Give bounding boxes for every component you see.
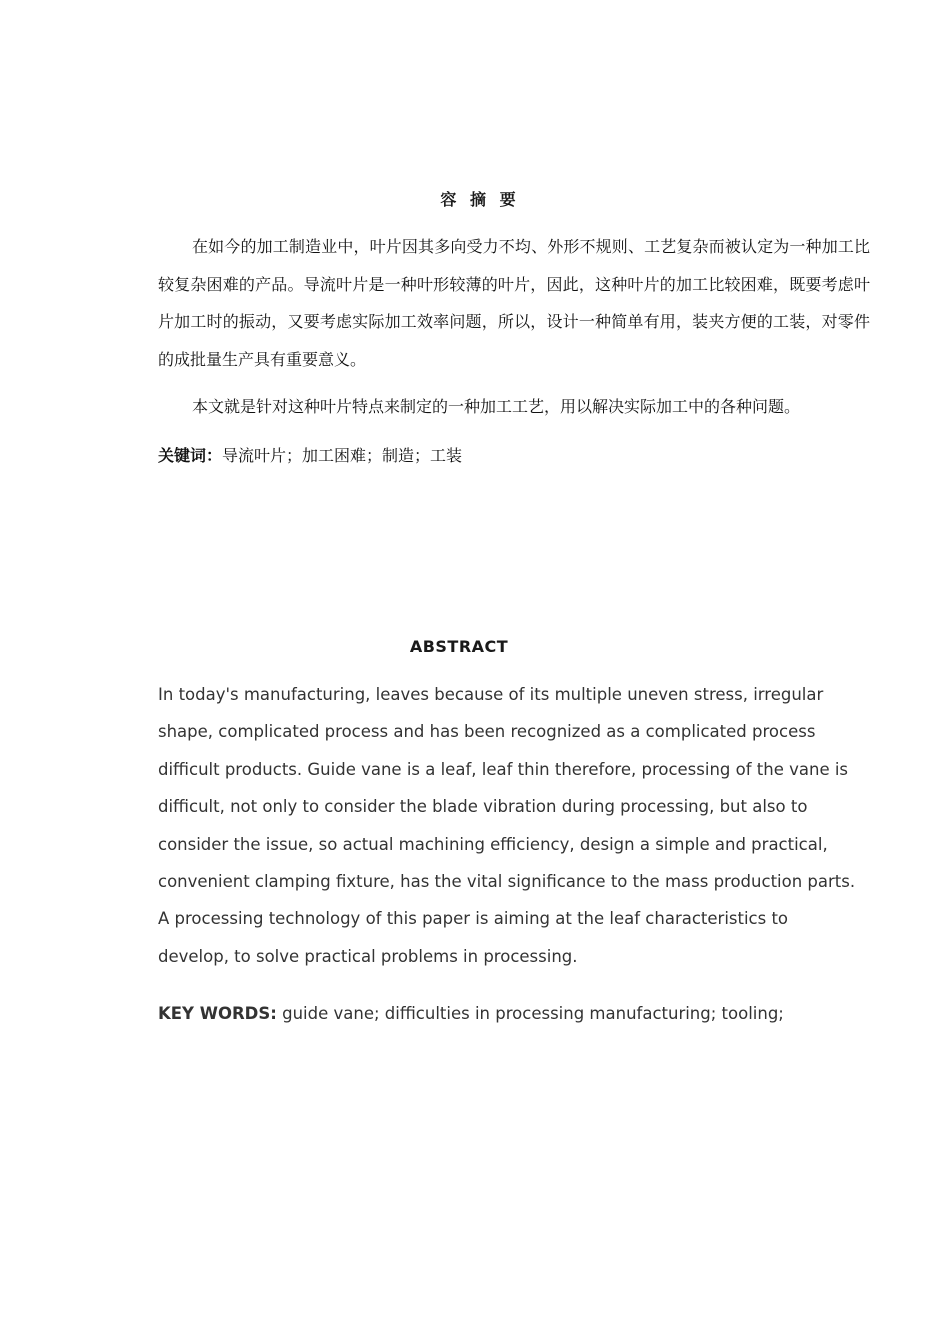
english-abstract-body: In today's manufacturing, leaves because of its multiple uneven stress, irregular shape, complicated process and has been recognized as a complicated process difficult products. Guide vane is a leaf, leaf thin therefore, processing of the vane is difficult, not only to consider the blade vibration during processing, but also to consider the issue, so actual machining efficiency, design a simple and practical, convenient clamping fixture, has the vital significance to the mass production parts. A processing technology of this paper is aiming at the leaf characteristics to develop, to solve practical problems in processing. bbox=[158, 685, 856, 966]
chinese-abstract-title: 容 摘 要 bbox=[440, 190, 520, 209]
chinese-keywords-line bbox=[158, 437, 462, 474]
english-keywords-label: KEY WORDS: bbox=[158, 1004, 277, 1023]
english-abstract-title: ABSTRACT bbox=[409, 637, 509, 656]
chinese-abstract-paragraph-1: 在如今的加工制造业中，叶片因其多向受力不均、外形不规则、工艺复杂而被认定为一种加工比较复杂困难的产品。导流叶片是一种叶形较薄的叶片，因此，这种叶片的加工比较困难，既要考虑叶片加工时的振动，又要考虑实际加工效率问题，所以，设计一种简单有用，装夹方便的工装，对零件的成批量生产具有重要意义。 bbox=[158, 237, 870, 369]
english-keywords-value: guide vane; difficulties in processing manufacturing; tooling; bbox=[282, 1004, 784, 1023]
chinese-keywords-label: 关键词： bbox=[158, 446, 223, 465]
english-keywords-line bbox=[158, 995, 784, 1032]
chinese-keywords-value: 导流叶片；加工困难；制造；工装 bbox=[222, 446, 463, 465]
chinese-abstract-paragraph-2: 本文就是针对这种叶片特点来制定的一种加工工艺，用以解决实际加工中的各种问题。 bbox=[192, 397, 801, 416]
